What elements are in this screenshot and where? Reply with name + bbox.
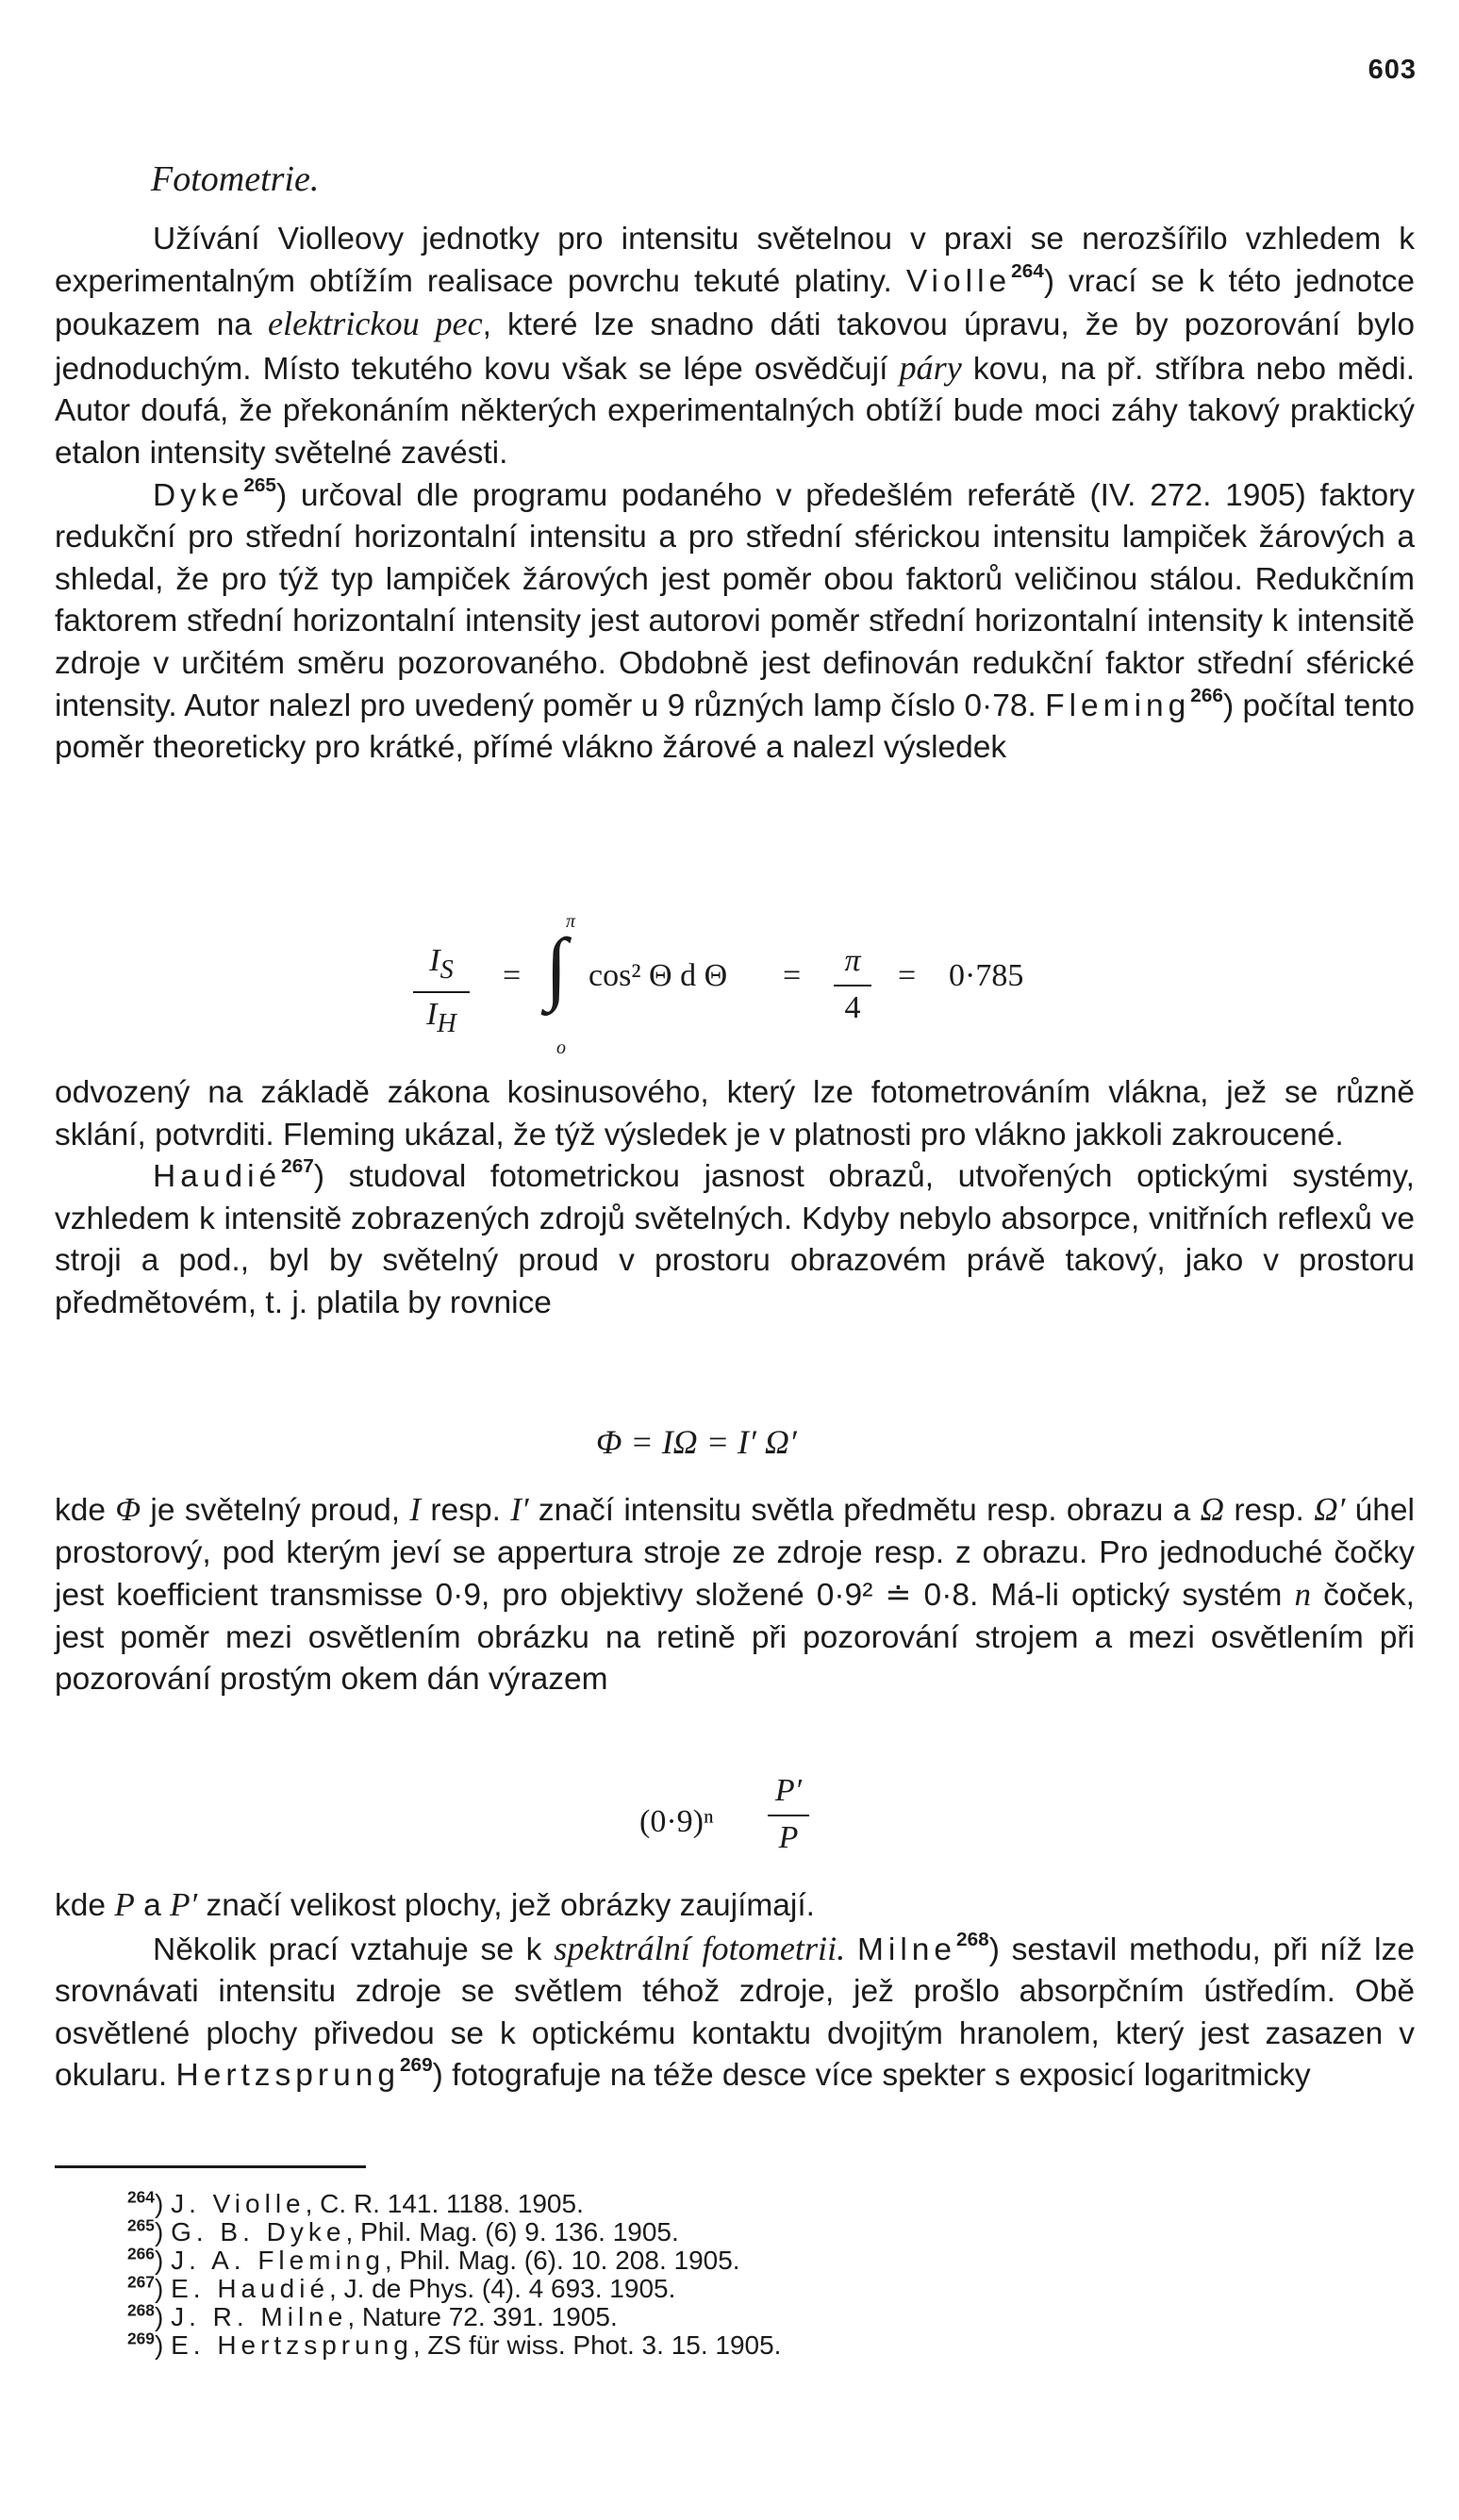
emphasis-text: elektrickou pec (267, 305, 483, 343)
text-span: ) určoval dle programu podaného v předešlém referátě (IV. 272. 1905) faktory redukční pro střední horizontalní intensitu a pro střední sférickou intensitu lampiček žárových a shledal, že pro týž typ lampiček žárových jest poměr obou faktorů veličinou stálou. Redukčním faktorem střední horizontalní intensity jest autorovi poměr střední horizontalní intensity k intensitě zdroje v určitém směru pozorovaného. Obdobně jest definován redukční faktor střední sférické intensity. Autor nalezl pro uvedený poměr u 9 různých lamp číslo 0·78. (55, 477, 1415, 723)
text-block-4 (55, 1884, 1415, 2097)
text-span: ) počítal tento poměr theoreticky pro krátké, přímé vlákno žárové a nalezl výsledek (55, 688, 1416, 766)
footnote-ref[interactable]: 264 (1011, 259, 1044, 282)
formula-symbol: I (429, 943, 440, 978)
formula-symbol: I (426, 996, 438, 1032)
footnote-citation: , Nature 72. 391. 1905. (347, 2302, 618, 2331)
author-name: Violle (905, 263, 1012, 299)
footnote: $^{269}$) E. Hertzsprung, ZS für wiss. Phot. 3. 15. 1905. (127, 2329, 782, 2360)
text-span (845, 1932, 857, 1967)
paragraph-area (55, 1884, 1415, 1928)
footnote-ref[interactable]: 268 (956, 1928, 989, 1950)
text-span: ) fotografuje na téže desce více spekter s exposicí logaritmicky (432, 2058, 1311, 2094)
text-span: kovu, na př. stříbra nebo mědi. Autor doufá, že překonáním některých experimentalných obtíží bude moci záhy takový praktický etalon intensity světelné zavésti. (55, 351, 1415, 471)
text-span: značí velikost plochy, jež obrázky zaujímají. (197, 1888, 815, 1923)
footnote-ref[interactable]: 269 (399, 2054, 433, 2077)
footnote: $^{266}$) J. A. Fleming, Phil. Mag. (6). 10. 208. 1905. (127, 2244, 740, 2275)
formula-result: 0·785 (949, 958, 1024, 993)
text-span: resp. (1224, 1493, 1315, 1528)
integral-upper-limit: π (566, 911, 576, 932)
section-heading: Fotometrie. (151, 159, 320, 199)
text-span: ) studoval fotometrickou jasnost obrazů, utvořených optickými systémy, vzhledem k intensitě zobrazených zdrojů světelných. Kdyby nebylo absorpce, vnitřních reflexů ve stroji a pod., byl by světelný proud v prostoru obrazovém právě takový, jako v prostoru předmětovém, t. j. platila by rovnice (55, 1159, 1415, 1320)
text-span: je světelný proud, (141, 1493, 410, 1528)
author-name: Fleming (1045, 688, 1191, 723)
equals-sign: = (898, 958, 917, 993)
math-symbol: Ω′ (1314, 1491, 1346, 1528)
footnote-author: E. Hertzsprung (171, 2330, 413, 2360)
footnote-citation: , C. R. 141. 1188. 1905. (305, 2189, 584, 2218)
equals-sign: = (503, 958, 522, 993)
equals-sign: = (783, 958, 802, 993)
math-symbol: P′ (170, 1886, 198, 1923)
footnote-author: J. A. Fleming (171, 2246, 385, 2275)
footnote-ref[interactable]: 266 (1190, 684, 1223, 706)
footnote-number: 265 (127, 2215, 155, 2235)
text-block-2 (55, 1072, 1415, 1325)
text-span: úhel prostorový, pod kterým jeví se appertura stroje ze zdroje resp. z obrazu. Pro jednoduché čočky jest koefficient transmisse 0·9, pro objektivy složené 0·9² ≐ 0·8. Má-li optický systém (55, 1493, 1415, 1614)
paragraph-dyke (55, 475, 1415, 770)
footnotes (127, 2187, 782, 2360)
paragraph-spectral (55, 1928, 1415, 2097)
paragraph-cosine: odvozený na základě zákona kosinusového, který lze fotometrováním vlákna, jež se různě sklání, potvrditi. Fleming ukázal, že týž výsledek je v platnosti pro vlákno jakkoli zakroucené. (55, 1075, 1415, 1152)
math-symbol: Ω (1200, 1491, 1225, 1528)
fraction-pi-four (834, 943, 871, 1026)
math-symbol: P (114, 1886, 135, 1923)
formula-symbol: 4 (844, 990, 861, 1025)
text-span: , které lze snadno dáti takovou úpravu, že by pozorování bylo jednoduchým. Místo tekutého kovu však se lépe osvědčují (55, 307, 1415, 387)
text-block-3 (55, 1489, 1415, 1701)
footnote-author: E. Haudié (171, 2274, 330, 2303)
emphasis-text: páry (899, 348, 962, 387)
footnote-citation: , J. de Phys. (4). 4 693. 1905. (329, 2274, 676, 2303)
footnote: $^{268}$) J. R. Milne, Nature 72. 391. 1905. (127, 2300, 618, 2331)
footnote-citation: , Phil. Mag. (6) 9. 136. 1905. (345, 2217, 679, 2246)
text-span: ) sestavil methodu, při níž lze srovnávati intensitu zdroje se světlem téhož zdroje, jež prošlo absorpčním ústředím. Obě osvětlené plochy přivedou se k optickému kontaktu dvojitým hranolem, který jest zasazen v okularu. (55, 1931, 1415, 2094)
text-span: kde (55, 1888, 115, 1923)
text-span: a (134, 1888, 171, 1923)
formula-flux: Φ = IΩ = I′ Ω′ (596, 1423, 797, 1461)
author-name: Dyke (153, 477, 244, 513)
integral-sign: ∫ (545, 921, 568, 1012)
emphasis-text: spektrální fotometrii. (554, 1929, 846, 1967)
fraction-is-ih (413, 943, 470, 1039)
author-name: Milne (856, 1931, 957, 1967)
integral-lower-limit: o (556, 1037, 566, 1058)
footnote: $^{267}$) E. Haudié, J. de Phys. (4). 4 693. 1905. (127, 2272, 676, 2303)
footnote-number: 264 (127, 2187, 155, 2207)
footnote-author: G. B. Dyke (171, 2217, 346, 2246)
text-block-1 (55, 219, 1415, 770)
footnote-number: 267 (127, 2272, 155, 2292)
footnote-ref[interactable]: 265 (243, 473, 276, 496)
page-number: 603 (1368, 55, 1417, 85)
formula-symbol: π (844, 943, 861, 978)
footnote: $^{264}$) J. Violle, C. R. 141. 1188. 1905. (127, 2187, 584, 2218)
formula-subscript: S (439, 954, 454, 985)
text-span: značí intensitu světla předmětu resp. obrazu a (528, 1493, 1201, 1528)
footnote-author: J. R. Milne (171, 2302, 348, 2331)
math-symbol: n (1294, 1576, 1312, 1614)
author-name: Hertzsprung (175, 2058, 400, 2094)
formula-symbol: P (778, 1820, 799, 1855)
formula-base: (0·9)ⁿ (639, 1804, 714, 1839)
footnote-citation: , Phil. Mag. (6). 10. 208. 1905. (384, 2246, 740, 2275)
footnote: $^{265}$) G. B. Dyke, Phil. Mag. (6) 9. 136. 1905. (127, 2215, 679, 2246)
formula-integral (413, 911, 1064, 1058)
math-symbol: I (409, 1491, 422, 1528)
paragraph-definitions (55, 1489, 1415, 1701)
formula-symbol: P′ (774, 1773, 803, 1808)
paragraph-violle (55, 219, 1415, 475)
fraction-p (768, 1773, 809, 1856)
footnote-number: 266 (127, 2244, 155, 2263)
formula-subscript: H (437, 1008, 456, 1038)
footnote-ref[interactable]: 267 (281, 1155, 314, 1178)
text-span: ) vrací se k této jednotce poukazem na (55, 263, 1415, 343)
formula-ratio (639, 1773, 828, 1877)
text-span: Užívání Violleovy jednotky pro intensitu světelnou v praxi se nerozšířilo vzhledem k experimentalným obtížím realisace povrchu tekuté platiny. (55, 222, 1415, 299)
text-span: resp. (421, 1493, 511, 1528)
paragraph-haudie (55, 1156, 1415, 1324)
text-span: čoček, jest poměr mezi osvětlením obrázku na retině při pozorování strojem a mezi osvětlením při pozorování prostým okem dán výrazem (55, 1578, 1415, 1698)
footnote-author: J. Violle (171, 2189, 306, 2218)
math-symbol: Φ (115, 1491, 141, 1528)
footnote-number: 268 (127, 2300, 155, 2320)
author-name: Haudié (153, 1159, 282, 1195)
footnote-divider (55, 2165, 366, 2168)
math-symbol: I′ (510, 1491, 529, 1528)
footnote-number: 269 (127, 2329, 155, 2348)
text-span: kde (55, 1493, 116, 1528)
footnote-citation: , ZS für wiss. Phot. 3. 15. 1905. (412, 2330, 782, 2360)
text-span: Několik prací vztahuje se k (153, 1931, 555, 1967)
integrand: cos² Θ d Θ (589, 958, 728, 993)
